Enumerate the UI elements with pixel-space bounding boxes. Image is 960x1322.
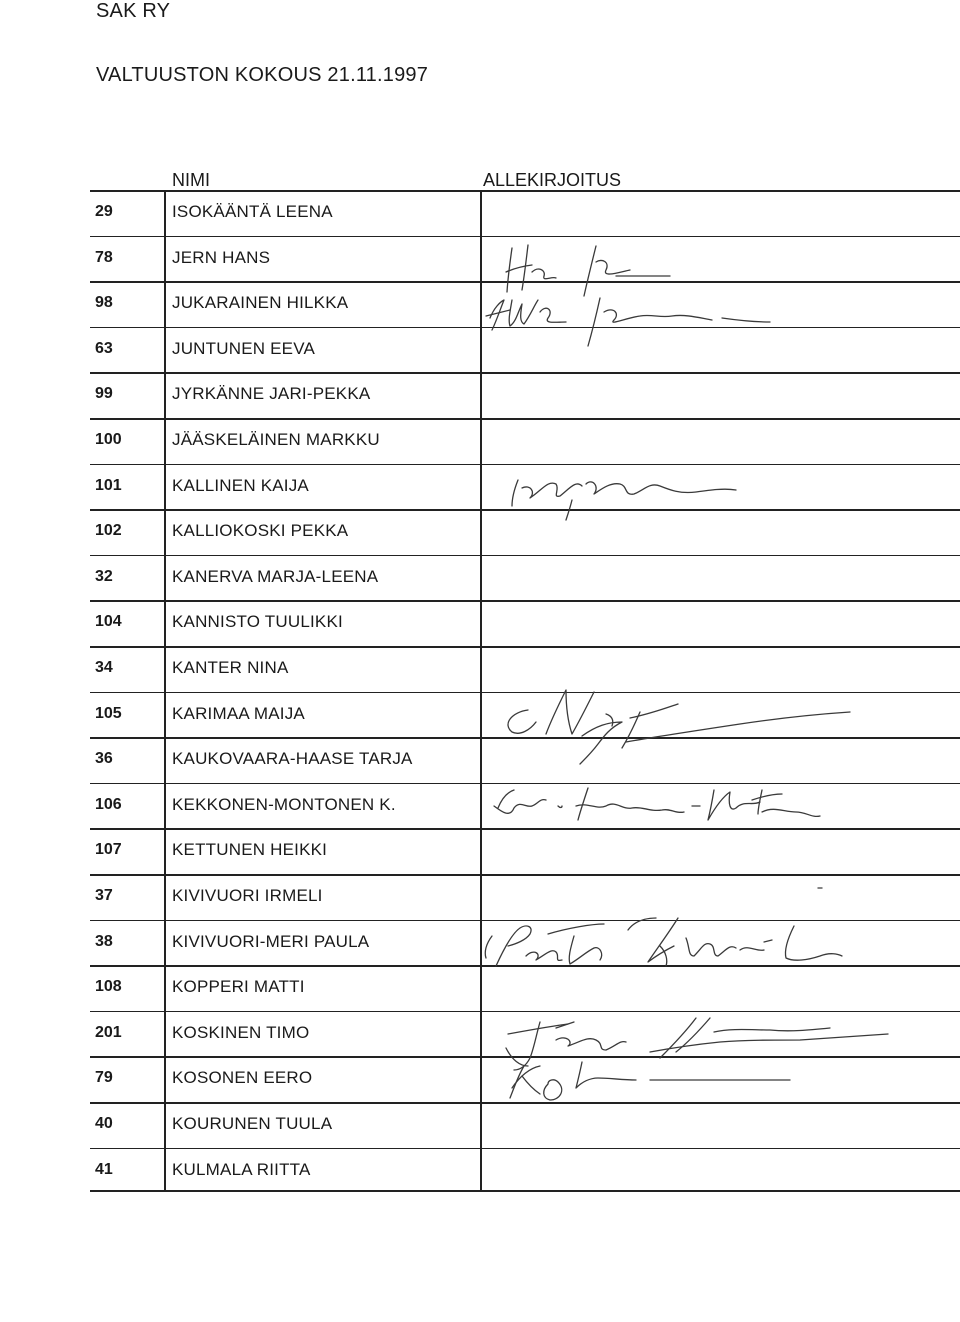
row-rule: [90, 372, 960, 374]
member-name: KOURUNEN TUULA: [172, 1114, 333, 1133]
table-row: [90, 372, 960, 418]
member-number: 101: [95, 476, 122, 494]
member-name: KANERVA MARJA-LEENA: [172, 566, 379, 586]
row-rule: [90, 1148, 960, 1150]
table-row: [90, 646, 960, 692]
member-number: 40: [95, 1115, 113, 1132]
member-name: KEKKONEN-MONTONEN K.: [172, 794, 396, 814]
table-row: [90, 418, 960, 464]
row-rule: [90, 737, 960, 739]
table-row: [90, 1102, 960, 1148]
member-name: KANNISTO TUULIKKI: [172, 612, 343, 632]
member-number: 104: [95, 613, 122, 631]
table-row: [90, 1011, 960, 1057]
member-number: 100: [95, 431, 122, 448]
row-rule: [90, 464, 960, 466]
member-number: 41: [95, 1160, 113, 1178]
table-row: [90, 1148, 960, 1194]
member-number: 32: [95, 567, 113, 585]
member-name: KIVIVUORI IRMELI: [172, 886, 323, 905]
meeting-title: VALTUUSTON KOKOUS 21.11.1997: [96, 64, 429, 86]
table-row: [90, 327, 960, 373]
member-name: KOSKINEN TIMO: [172, 1022, 310, 1042]
row-rule: [90, 418, 960, 420]
row-rule: [90, 874, 960, 876]
member-name: KOSONEN EERO: [172, 1068, 313, 1088]
member-number: 98: [95, 294, 113, 312]
member-number: 37: [95, 887, 113, 904]
row-rule: [90, 920, 960, 922]
member-name: KANTER NINA: [172, 658, 289, 677]
table-top-rule: [90, 190, 960, 192]
member-name: KALLIOKOSKI PEKKA: [172, 521, 349, 541]
column-header-signature: ALLEKIRJOITUS: [483, 170, 622, 190]
table-row: [90, 737, 960, 783]
member-name: KALLINEN KAIJA: [172, 475, 309, 495]
member-name: KARIMAA MAIJA: [172, 703, 305, 723]
member-name: JYRKÄNNE JARI-PEKKA: [172, 384, 371, 404]
table-row: [90, 783, 960, 829]
row-rule: [90, 1056, 960, 1058]
member-name: KIVIVUORI-MERI PAULA: [172, 931, 370, 951]
row-rule: [90, 1011, 960, 1013]
member-number: 105: [95, 704, 122, 722]
column-header-name: NIMI: [172, 170, 210, 190]
row-rule: [90, 1102, 960, 1104]
row-rule: [90, 828, 960, 830]
member-number: 108: [95, 978, 122, 996]
member-number: 78: [95, 248, 113, 266]
member-number: 99: [95, 385, 113, 403]
member-number: 63: [95, 339, 113, 357]
row-rule: [90, 965, 960, 967]
table-row: [90, 692, 960, 738]
row-rule: [90, 692, 960, 694]
member-name: ISOKÄÄNTÄ LEENA: [172, 202, 333, 221]
table-row: [90, 828, 960, 874]
row-rule: [90, 281, 960, 283]
row-rule: [90, 555, 960, 557]
table-row: [90, 236, 960, 282]
member-number: 102: [95, 522, 122, 540]
member-name: JERN HANS: [172, 247, 271, 267]
table-row: [90, 281, 960, 327]
row-rule: [90, 783, 960, 785]
member-name: JUNTUNEN EEVA: [172, 338, 316, 358]
table-row: [90, 464, 960, 510]
table-bottom-rule: [90, 1190, 960, 1192]
row-rule: [90, 600, 960, 602]
table-row: [90, 874, 960, 920]
member-number: 79: [95, 1069, 113, 1087]
member-name: KULMALA RIITTA: [172, 1159, 311, 1179]
row-rule: [90, 509, 960, 511]
member-name: KAUKOVAARA-HAASE TARJA: [172, 749, 413, 769]
member-name: KETTUNEN HEIKKI: [172, 840, 328, 860]
member-name: JÄÄSKELÄINEN MARKKU: [172, 430, 380, 449]
table-row: [90, 555, 960, 601]
member-number: 107: [95, 841, 122, 859]
table-row: [90, 1056, 960, 1102]
member-number: 201: [95, 1023, 122, 1041]
member-number: 34: [95, 659, 113, 676]
row-rule: [90, 327, 960, 329]
member-name: JUKARAINEN HILKKA: [172, 293, 349, 313]
member-number: 106: [95, 795, 122, 813]
table-row: [90, 190, 960, 236]
table-row: [90, 920, 960, 966]
row-rule: [90, 646, 960, 648]
member-name: KOPPERI MATTI: [172, 977, 305, 997]
table-row: [90, 600, 960, 646]
table-row: [90, 509, 960, 555]
member-number: 29: [95, 203, 113, 220]
organization-name: SAK RY: [96, 0, 171, 22]
member-number: 36: [95, 750, 113, 768]
row-rule: [90, 236, 960, 238]
member-number: 38: [95, 932, 113, 950]
table-row: [90, 965, 960, 1011]
